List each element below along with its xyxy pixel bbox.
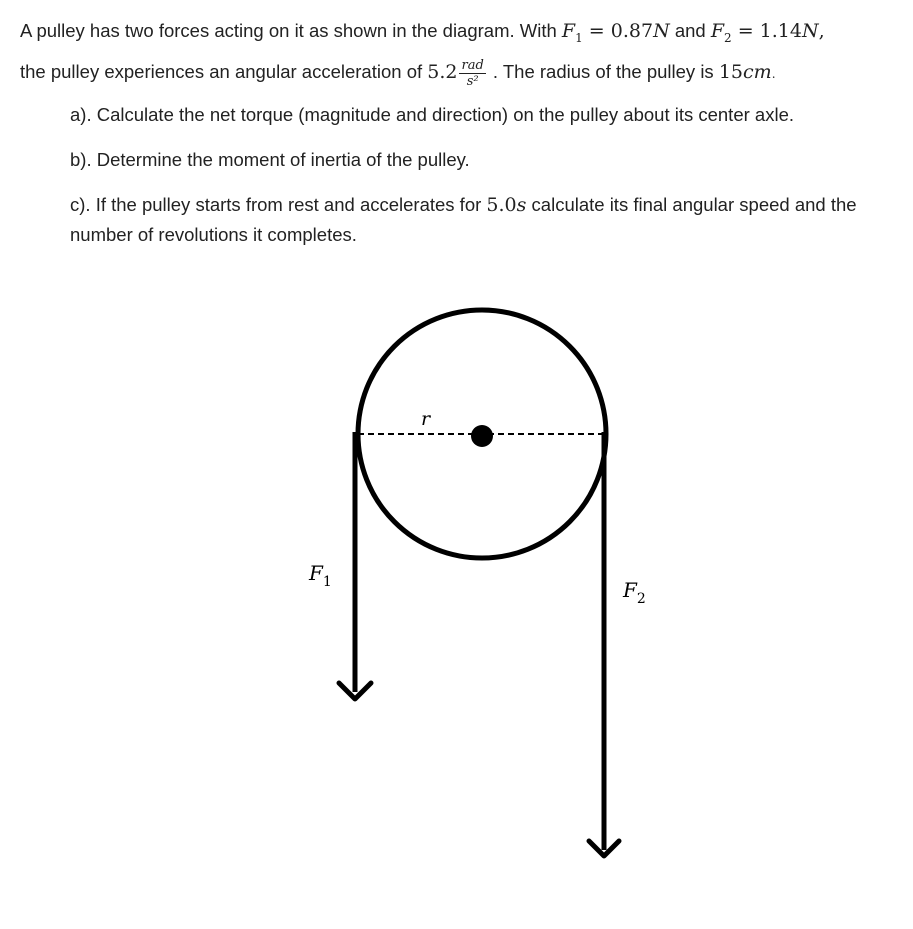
- intro-text-2: the pulley experiences an angular acceleration of: [20, 60, 428, 82]
- and-text: and: [669, 20, 711, 41]
- question-part-c: c). If the pulley starts from rest and accelerates for 5.0s calculate its final angular speed and the number of revolutions it completes.: [70, 194, 857, 245]
- radius-value: 15cm.: [718, 60, 776, 83]
- intro-text-3: . The radius of the pulley is: [487, 60, 719, 82]
- question-part-a: a). Calculate the net torque (magnitude and direction) on the pulley about its center axle.: [70, 104, 794, 125]
- angular-acceleration-value: 5.2: [427, 60, 458, 83]
- force-f2-label: $F_2$: [623, 578, 646, 607]
- f1-value: $F_1 = 0.87N$: [561, 20, 670, 45]
- intro-text-1: A pulley has two forces acting on it as shown in the diagram. With: [20, 20, 562, 41]
- axle-center-dot: [471, 425, 493, 447]
- force-f1-label: $F_1$: [309, 561, 332, 590]
- radius-label: r: [421, 408, 431, 430]
- time-value: 5.0s: [486, 194, 527, 216]
- f2-value: $F_2 = 1.14N$,: [710, 20, 825, 45]
- question-part-b: b). Determine the moment of inertia of the pulley.: [70, 149, 470, 170]
- angular-acceleration-unit: $\frac{\text{rad}}{\text{s²}}$: [461, 57, 484, 89]
